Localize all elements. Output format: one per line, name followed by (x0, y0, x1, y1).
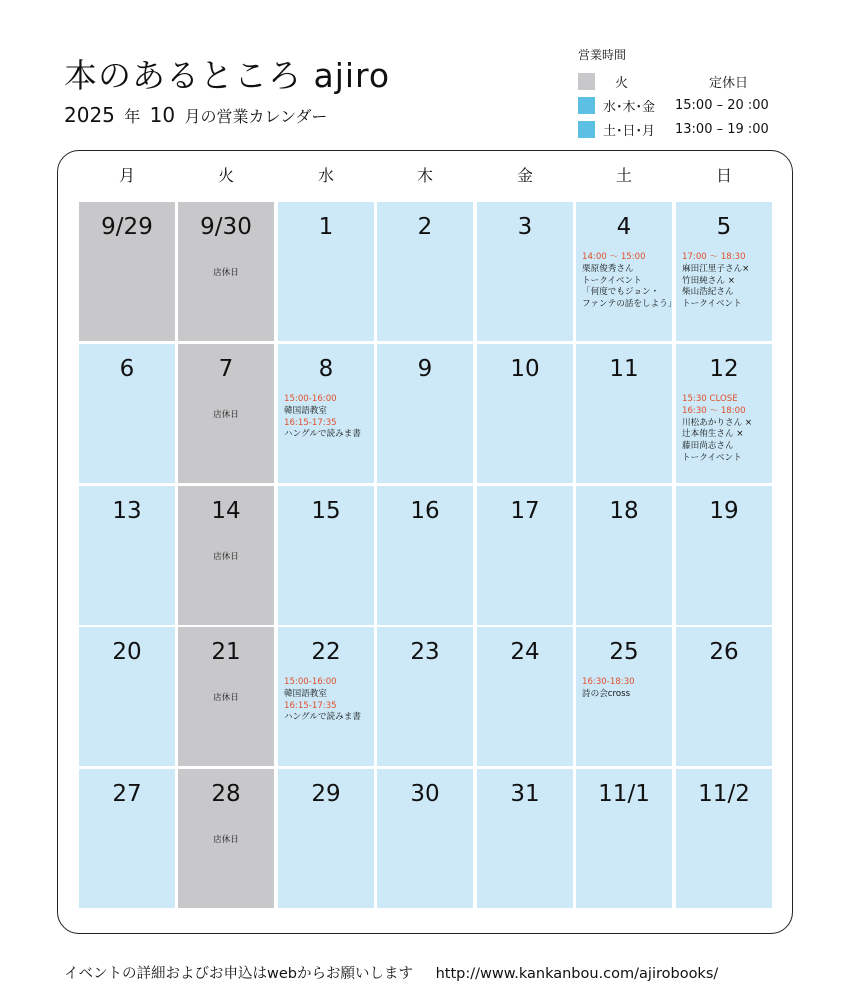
calendar-day-cell (278, 202, 374, 341)
event-time: 16:15-17:35 (284, 700, 337, 711)
hours-days: 火 (615, 75, 629, 91)
day-number: 19 (709, 498, 739, 524)
hours-days: 土･日･月 (603, 123, 656, 139)
closed-day-label: 店休日 (213, 552, 239, 562)
calendar-day-cell (676, 486, 772, 625)
weekday-label: 火 (217, 166, 234, 185)
event-text: 「何度でもジョン・ (582, 287, 660, 298)
event-text: 麻田江里子さん× (682, 263, 750, 274)
event-list (582, 677, 670, 701)
day-number: 14 (211, 498, 241, 524)
day-number: 7 (218, 356, 234, 382)
day-number: 8 (318, 356, 334, 382)
hours-time: 15:00 – 20 :00 (675, 97, 769, 113)
weekday-label: 土 (615, 166, 632, 185)
event-list (284, 677, 372, 724)
day-number: 30 (410, 781, 440, 807)
calendar-day-cell (377, 627, 473, 766)
hours-swatch-open (578, 121, 595, 138)
event-time: 16:30 ～ 18:00 (682, 405, 746, 416)
hours-row (578, 117, 828, 141)
calendar-day-cell (377, 344, 473, 483)
calendar-day-cell (377, 486, 473, 625)
hours-row (578, 69, 828, 93)
day-number: 22 (311, 639, 341, 665)
day-number: 26 (709, 639, 739, 665)
day-number: 11 (609, 356, 639, 382)
event-list (682, 252, 770, 311)
day-number: 20 (112, 639, 142, 665)
hours-time: 定休日 (709, 75, 749, 91)
event-time: 15:00-16:00 (284, 394, 337, 404)
event-text: ハングルで読みま書 (284, 712, 361, 723)
calendar-day-cell (477, 202, 573, 341)
calendar-day-cell (178, 202, 274, 341)
footer (64, 962, 718, 983)
hours-time: 13:00 – 19 :00 (675, 121, 769, 137)
weekday-label: 月 (118, 166, 135, 185)
calendar-day-cell (79, 627, 175, 766)
closed-day-label: 店休日 (213, 693, 239, 703)
event-text: 韓国語教室 (284, 688, 327, 699)
event-time: 14:00 ～ 15:00 (582, 252, 646, 262)
calendar-day-cell (178, 344, 274, 483)
day-number: 21 (211, 639, 241, 665)
event-time: 16:30-18:30 (582, 677, 635, 687)
day-number: 9 (417, 356, 433, 382)
day-number: 13 (112, 498, 142, 524)
day-number: 1 (318, 214, 334, 240)
hours-days: 水･木･金 (603, 99, 656, 115)
event-text: トークイベント (682, 299, 742, 310)
day-number: 23 (410, 639, 440, 665)
day-number: 3 (517, 214, 533, 240)
calendar-day-cell (477, 627, 573, 766)
calendar-day-cell (477, 769, 573, 908)
page-title: 本のあるところ ajiro (64, 56, 391, 95)
event-text: 栗原俊秀さん (582, 263, 634, 274)
day-number: 4 (616, 214, 632, 240)
event-list (682, 394, 770, 465)
subtitle-rest: 月の営業カレンダー (184, 107, 328, 126)
subtitle-month: 10 (149, 103, 176, 127)
event-text: トークイベント (682, 452, 742, 463)
day-number: 18 (609, 498, 639, 524)
day-number: 9/30 (200, 214, 252, 240)
calendar-day-cell (676, 344, 772, 483)
day-number: 24 (510, 639, 540, 665)
business-hours-legend (578, 46, 828, 141)
calendar-day-cell (278, 769, 374, 908)
calendar-day-cell (79, 202, 175, 341)
calendar-day-cell (576, 769, 672, 908)
footer-url-link[interactable]: http://www.kankanbou.com/ajirobooks/ (435, 966, 719, 982)
event-text: 川松あかりさん × (682, 417, 753, 428)
calendar-day-cell (477, 344, 573, 483)
event-time: 15:00-16:00 (284, 677, 337, 687)
calendar-day-cell (278, 486, 374, 625)
calendar-day-cell (676, 202, 772, 341)
calendar-day-cell (178, 627, 274, 766)
event-text: ファンテの話をしよう」 (582, 299, 677, 310)
event-list (284, 394, 372, 441)
calendar-day-cell (79, 486, 175, 625)
calendar-day-cell (676, 627, 772, 766)
footer-note: イベントの詳細およびお申込はwebからお願いします (64, 966, 413, 982)
day-number: 29 (311, 781, 341, 807)
day-number: 28 (211, 781, 241, 807)
day-number: 27 (112, 781, 142, 807)
day-number: 11/1 (598, 781, 650, 807)
event-text: 竹田純さん × (682, 275, 735, 286)
calendar-day-cell (477, 486, 573, 625)
closed-day-label: 店休日 (213, 410, 239, 420)
hours-swatch-open (578, 97, 595, 114)
weekday-label: 水 (317, 166, 334, 185)
calendar-day-cell (377, 202, 473, 341)
calendar-day-cell (79, 769, 175, 908)
hours-row (578, 93, 828, 117)
weekday-label: 木 (416, 166, 433, 185)
calendar-day-cell (576, 486, 672, 625)
day-number: 25 (609, 639, 639, 665)
event-text: 辻本侑生さん × (682, 429, 744, 440)
calendar-day-cell (79, 344, 175, 483)
weekday-label: 日 (715, 166, 732, 185)
day-number: 16 (410, 498, 440, 524)
subtitle-year-unit: 年 (124, 107, 141, 126)
calendar-day-cell (576, 344, 672, 483)
closed-day-label: 店休日 (213, 835, 239, 845)
business-hours-title: 営業時間 (578, 48, 627, 62)
calendar-subtitle (64, 103, 330, 127)
calendar-day-cell (377, 769, 473, 908)
day-number: 2 (417, 214, 433, 240)
event-text: ハングルで読みま書 (284, 429, 361, 440)
subtitle-year: 2025 (64, 103, 115, 127)
closed-day-label: 店休日 (213, 268, 239, 278)
day-number: 5 (716, 214, 732, 240)
event-text: 柴山浩紀さん (682, 287, 734, 298)
calendar-day-cell (178, 769, 274, 908)
calendar-day-cell (178, 486, 274, 625)
event-text: 藤田尚志さん (682, 441, 734, 452)
calendar-day-cell (676, 769, 772, 908)
day-number: 11/2 (698, 781, 750, 807)
event-text: トークイベント (582, 275, 642, 286)
day-number: 9/29 (101, 214, 153, 240)
event-text: 韓国語教室 (284, 405, 327, 416)
weekday-label: 金 (516, 166, 533, 185)
event-time: 15:30 CLOSE (682, 394, 738, 404)
calendar-day-cell (576, 627, 672, 766)
hours-swatch-closed (578, 73, 595, 90)
day-number: 15 (311, 498, 341, 524)
day-number: 12 (709, 356, 739, 382)
day-number: 17 (510, 498, 540, 524)
calendar-day-cell (576, 202, 677, 341)
event-time: 16:15-17:35 (284, 417, 337, 428)
event-text: 詩の会cross (582, 688, 631, 699)
day-number: 10 (510, 356, 540, 382)
event-time: 17:00 ～ 18:30 (682, 252, 746, 262)
day-number: 6 (119, 356, 135, 382)
event-list (582, 252, 677, 311)
calendar-day-cell (278, 627, 374, 766)
day-number: 31 (510, 781, 540, 807)
calendar-day-cell (278, 344, 374, 483)
